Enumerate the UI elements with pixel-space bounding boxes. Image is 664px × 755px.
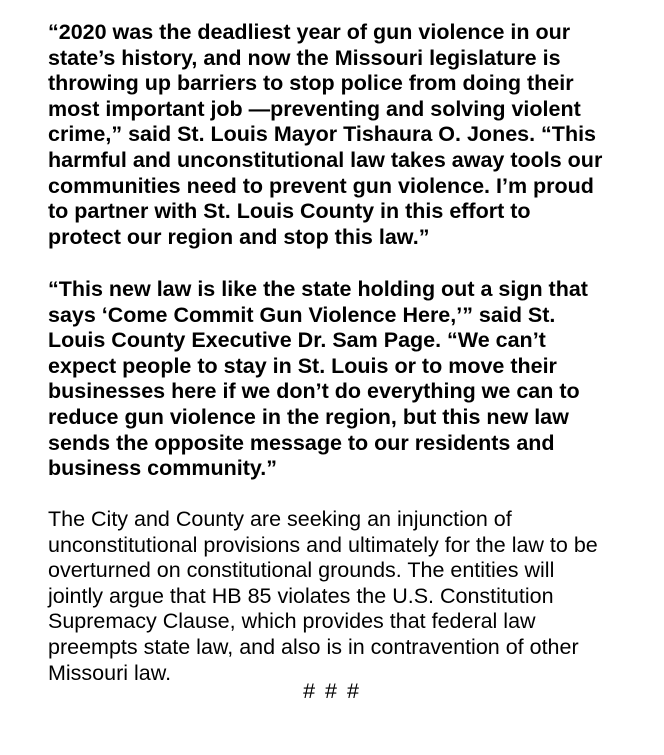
- text-line: Supremacy Clause, which provides that federal law: [48, 609, 536, 634]
- text-line: communities need to prevent gun violence. I’m proud: [48, 173, 594, 198]
- text-line: overturned on constitutional grounds. The entities will: [48, 558, 555, 583]
- text-line: reduce gun violence in the region, but this new law: [48, 404, 569, 429]
- text-line: unconstitutional provisions and ultimately for the law to be: [48, 532, 598, 557]
- text-line: sends the opposite message to our residents and: [48, 430, 555, 455]
- text-line: to partner with St. Louis County in this effort to: [48, 199, 531, 224]
- text-line: Louis County Executive Dr. Sam Page. “We can’t: [48, 328, 546, 353]
- text-line: most important job —preventing and solving violent: [48, 96, 581, 121]
- text-line: expect people to stay in St. Louis or to move their: [48, 353, 557, 378]
- text-line: “This new law is like the state holding out a sign that: [48, 277, 588, 301]
- text-line: state’s history, and now the Missouri legislature is: [48, 45, 561, 70]
- text-line: jointly argue that HB 85 violates the U.S. Constitution: [48, 583, 554, 608]
- text-line: throwing up barriers to stop police from doing their: [48, 71, 574, 96]
- text-line: says ‘Come Commit Gun Violence Here,’” said St.: [48, 302, 556, 327]
- text-line: harmful and unconstitutional law takes away tools our: [48, 147, 603, 172]
- text-line: crime,” said St. Louis Mayor Tishaura O. Jones. “This: [48, 122, 597, 147]
- end-of-release-mark: # # #: [303, 679, 361, 703]
- closing-paragraph: [48, 507, 628, 686]
- text-line: Missouri law.: [48, 660, 172, 685]
- text-line: The City and County are seeking an injunction of: [48, 507, 512, 531]
- text-line: protect our region and stop this law.”: [48, 224, 430, 249]
- quote-executive-page: [48, 277, 628, 482]
- text-line: businesses here if we don’t do everything we can to: [48, 379, 580, 404]
- text-line: “2020 was the deadliest year of gun violence in our: [48, 20, 571, 44]
- text-line: business community.”: [48, 456, 277, 481]
- text-line: preempts state law, and also is in contravention of other: [48, 634, 579, 659]
- quote-mayor-jones: [48, 20, 628, 250]
